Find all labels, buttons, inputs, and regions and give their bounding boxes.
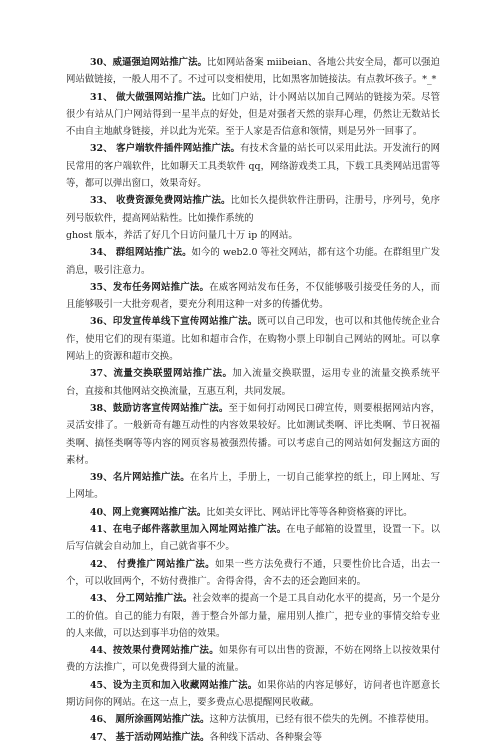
list-item xyxy=(66,590,440,642)
item-text: 比如门户站，计小网站以加自己网站的链接为荣。尽管很少有站从门户网站得到一星半点的好处，但是对强者天然的崇拜心理，仍然让无数站长不由自主地献身链接，并以此为光荣。至于人家是否信意和领情，则是另外一回事了。 xyxy=(66,91,440,138)
item-number: 45 xyxy=(90,679,104,691)
item-number: 40 xyxy=(90,506,104,518)
item-title: 、 做大做强网站推广法。 xyxy=(103,91,212,103)
item-number: 43 xyxy=(90,593,104,605)
list-item xyxy=(66,365,440,400)
item-number: 39 xyxy=(90,472,104,484)
list-item xyxy=(66,400,440,469)
list-item xyxy=(66,313,440,365)
list-item xyxy=(66,729,440,743)
item-title: 、印发宣传单线下宣传网站推广法。 xyxy=(103,316,258,328)
item-number: 30 xyxy=(90,57,104,68)
item-title: 、 群组网站推广法。 xyxy=(103,247,192,259)
list-item xyxy=(66,89,440,141)
item-text: 比如网站备案 miibeian、各地公共安全局，都可以强迫网站做链接，一般人用不了。不过可以变相使用，比如黑客加链接法。有点教坏孩子。*_* xyxy=(66,57,440,86)
item-number: 47 xyxy=(90,731,104,743)
item-number: 35 xyxy=(90,281,104,293)
item-number: 42 xyxy=(90,558,104,570)
item-text: 在名片上，手册上，一切自己能掌控的纸上，印上网址、写上网址。 xyxy=(66,472,440,501)
item-title: 、 收费资源免费网站推广法。 xyxy=(103,195,231,207)
list-item xyxy=(66,140,440,192)
list-item xyxy=(66,504,440,521)
item-number: 31 xyxy=(90,91,104,103)
item-text: ghost 版本，养活了好几个日访问量几十万 ip 的网站。 xyxy=(66,229,298,241)
item-text: 各种线下活动、各种聚会等 xyxy=(209,731,322,743)
list-item xyxy=(66,469,440,504)
list-item xyxy=(66,642,440,677)
item-title: 、发布任务网站推广法。 xyxy=(103,281,210,293)
item-title: 、 基于活动网站推广法。 xyxy=(103,731,210,743)
item-number: 33 xyxy=(90,195,104,207)
item-number: 44 xyxy=(90,645,104,657)
item-number: 32 xyxy=(90,143,104,155)
item-text: 比如长久提供软件注册码，注册号，序列号，免序列号版软件，提高网站粘性。比如操作系统的 xyxy=(66,195,440,224)
item-text: 有技术含量的站长可以采用此法。开发流行的网民常用的客户端软件，比如聊天工具类软件 qq，网络游戏类工具，下载工具类网站迅雷等等，都可以弹出窗口，效果奇好。 xyxy=(66,143,440,190)
item-number: 37 xyxy=(90,368,104,380)
list-item xyxy=(66,521,440,556)
item-text: 比如美女评比、网站评比等等各种资格赛的评比。 xyxy=(206,506,413,518)
list-item xyxy=(66,279,440,314)
item-text: 在电子邮箱的设置里，设置一下。以后写信就会自动加上，自己就省事不少。 xyxy=(66,524,440,553)
item-number: 38 xyxy=(90,402,104,414)
list-item xyxy=(66,192,440,227)
item-title: 、鼓励访客宣传网站推广法。 xyxy=(103,402,229,414)
list-item xyxy=(66,54,440,89)
item-text: 加入流量交换联盟，运用专业的流量交换系统平台，直接和其他网站交换流量，互惠互利，共同发展。 xyxy=(66,368,440,397)
item-text: 在威客网站发布任务，不仅能够吸引接受任务的人，而且能够吸引一大批旁观者，要充分利用这种一对多的传播优势。 xyxy=(66,281,440,311)
list-item xyxy=(66,556,440,591)
item-title: 、按效果付费网站推广法。 xyxy=(103,645,219,657)
item-number: 46 xyxy=(90,714,104,726)
item-title: 、名片网站推广法。 xyxy=(103,472,190,484)
item-text: 如果你站的内容足够好，访问者也许愿意长期访问你的网站。在这一点上，要多费点心思提醒网民收藏。 xyxy=(66,679,440,708)
list-item xyxy=(66,677,440,712)
list-item xyxy=(66,244,440,279)
item-text: 如果你有可以出售的资源，不妨在网络上以按效果付费的方法推广，可以免费得到大量的流量。 xyxy=(66,645,440,674)
item-title: 、 厕所涂画网站推广法。 xyxy=(103,714,210,726)
list-item xyxy=(66,227,440,244)
item-text: 如果一些方法免费行不通，只要性价比合适，出去一个，可以收回两个，不妨付费推广。舍得舍得，舍不去的还会跑回来的。 xyxy=(66,558,440,587)
item-title: 、在电子邮件落款里加入网址网站推广法。 xyxy=(103,524,287,536)
item-text: 社会效率的提高一个是工具自动化水平的提高，另一个是分工的价值。自己的能力有限，善于整合外部力量，雇用别人推广，把专业的事情交给专业的人来做，可以达到事半功倍的效果。 xyxy=(66,593,440,639)
item-title: 、 分工网站推广法。 xyxy=(103,593,193,605)
item-title: 、 付费推广网站推广法。 xyxy=(103,558,215,570)
item-title: 、设为主页和加入收藏网站推广法。 xyxy=(103,679,258,691)
item-title: 、威逼强迫网站推广法。 xyxy=(103,57,207,68)
item-number: 36 xyxy=(90,316,104,328)
item-title: 、流量交换联盟网站推广法。 xyxy=(103,368,233,380)
item-text: 至于如何打动网民口碑宣传，则要根据网站内容，灵活安排了。一般新奇有趣互动性的内容效果较好。比如测试类啊、评比类啊、节日祝福类啊、搞怪类啊等等内容的网页容易被强烈传播。可以考虑自己的网站如何发掘这方面的素材。 xyxy=(66,402,440,466)
item-text: 这种方法慎用，已经有很不偿失的先例。不推荐使用。 xyxy=(209,714,435,726)
item-title: 、 客户端软件插件网站推广法。 xyxy=(103,143,241,155)
item-text: 既可以自己印发，也可以和其他传统企业合作，使用它们的现有渠道。比如和超市合作，在购物小票上印制自己网站的网址。可以拿网站上的资源和超市交换。 xyxy=(66,316,440,363)
item-title: 、网上竞赛网站推广法。 xyxy=(103,506,207,518)
list-item xyxy=(66,711,440,728)
item-text: 如今的 web2.0 等社交网站，都有这个功能。在群组里广发消息，吸引注意力。 xyxy=(66,247,440,276)
item-number: 34 xyxy=(90,247,104,259)
item-number: 41 xyxy=(90,524,104,536)
